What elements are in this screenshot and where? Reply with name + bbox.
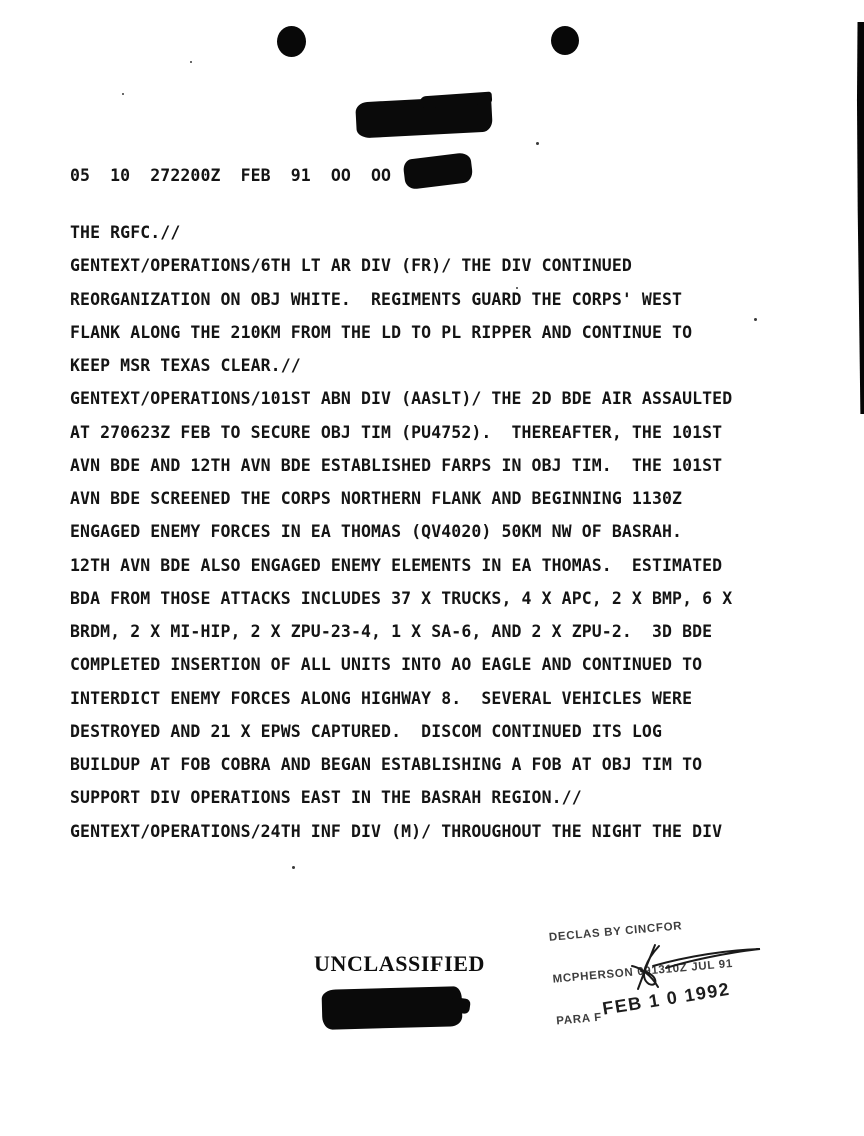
document-line: GENTEXT/OPERATIONS/6TH LT AR DIV (FR)/ THE DIV CONTINUED bbox=[70, 256, 632, 276]
document-line: GENTEXT/OPERATIONS/24TH INF DIV (M)/ THROUGHOUT THE NIGHT THE DIV bbox=[70, 821, 723, 841]
document-body bbox=[70, 216, 732, 848]
date-stamp: FEB 1 0 1992 bbox=[601, 978, 732, 1019]
document-line: REORGANIZATION ON OBJ WHITE. REGIMENTS GUARD THE CORPS' WEST bbox=[70, 289, 683, 309]
declass-stamp-line: DECLAS BY CINCFOR bbox=[548, 920, 683, 944]
redaction-mark bbox=[402, 152, 473, 190]
document-line: COMPLETED INSERTION OF ALL UNITS INTO AO EAGLE AND CONTINUED TO bbox=[70, 655, 703, 675]
document-line: AT 270623Z FEB TO SECURE OBJ TIM (PU4752). THEREAFTER, THE 101ST bbox=[70, 422, 723, 442]
document-line: BRDM, 2 X MI-HIP, 2 X ZPU-23-4, 1 X SA-6, AND 2 X ZPU-2. 3D BDE bbox=[70, 622, 713, 641]
redaction-mark bbox=[322, 986, 463, 1030]
toner-speck bbox=[122, 93, 124, 95]
document-line: ENGAGED ENEMY FORCES IN EA THOMAS (QV4020) 50KM NW OF BASRAH. bbox=[70, 522, 683, 542]
classification-label: UNCLASSIFIED bbox=[314, 951, 486, 976]
toner-speck bbox=[190, 61, 192, 63]
hole-punch-icon bbox=[277, 26, 306, 57]
redaction-mark bbox=[449, 997, 471, 1015]
document-line: 12TH AVN BDE ALSO ENGAGED ENEMY ELEMENTS IN EA THOMAS. ESTIMATED bbox=[70, 555, 723, 575]
document-line: BDA FROM THOSE ATTACKS INCLUDES 37 X TRUCKS, 4 X APC, 2 X BMP, 6 X bbox=[70, 588, 733, 608]
document-line: THE RGFC.// bbox=[70, 223, 181, 242]
document-line: AVN BDE AND 12TH AVN BDE ESTABLISHED FARPS IN OBJ TIM. THE 101ST bbox=[70, 455, 723, 475]
document-line: DESTROYED AND 21 X EPWS CAPTURED. DISCOM CONTINUED ITS LOG bbox=[70, 721, 662, 741]
hole-punch-icon bbox=[551, 26, 579, 55]
document-line: INTERDICT ENEMY FORCES ALONG HIGHWAY 8. SEVERAL VEHICLES WERE bbox=[70, 688, 693, 708]
toner-speck bbox=[536, 142, 539, 145]
document-header-line: 05 10 272200Z FEB 91 OO OO bbox=[70, 166, 392, 185]
document-line: GENTEXT/OPERATIONS/101ST ABN DIV (AASLT)/ THE 2D BDE AIR ASSAULTED bbox=[70, 389, 733, 409]
declass-stamp-line: PARA F bbox=[555, 1011, 603, 1028]
toner-speck bbox=[754, 318, 757, 321]
document-line: FLANK ALONG THE 210KM FROM THE LD TO PL RIPPER AND CONTINUE TO bbox=[70, 322, 693, 342]
document-line: BUILDUP AT FOB COBRA AND BEGAN ESTABLISHING A FOB AT OBJ TIM TO bbox=[70, 755, 703, 774]
declass-stamp-line: MCPHERSON 091310Z JUL 91 bbox=[552, 957, 734, 986]
scan-edge-artifact bbox=[855, 22, 864, 414]
toner-speck bbox=[292, 866, 295, 869]
document-line: AVN BDE SCREENED THE CORPS NORTHERN FLANK AND BEGINNING 1130Z bbox=[70, 489, 683, 508]
document-line: KEEP MSR TEXAS CLEAR.// bbox=[70, 356, 301, 375]
document-line: SUPPORT DIV OPERATIONS EAST IN THE BASRAH REGION.// bbox=[70, 788, 582, 808]
toner-speck bbox=[516, 287, 518, 289]
